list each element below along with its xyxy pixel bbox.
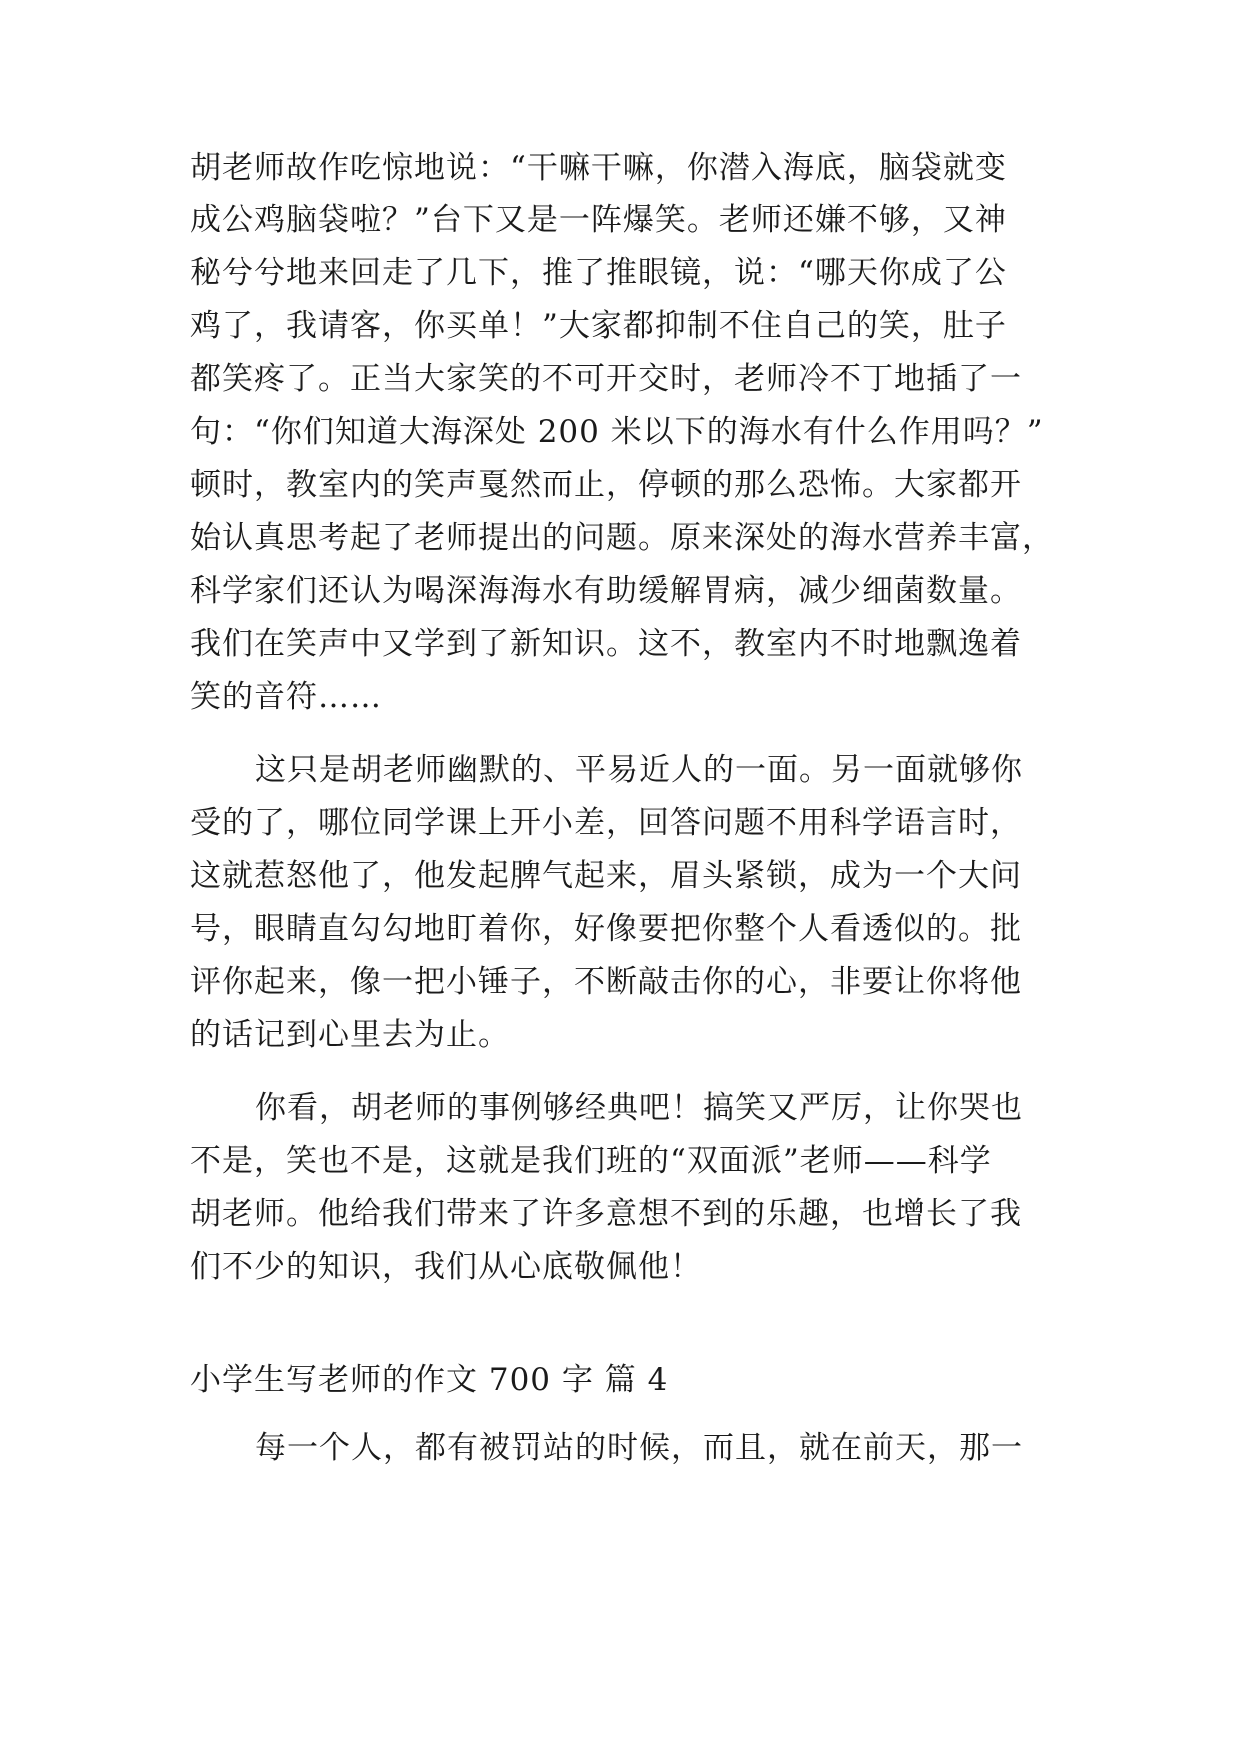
paragraph-2-line: 这就惹怒他了，他发起脾气起来，眉头紧锁，成为一个大问 <box>190 858 1022 894</box>
paragraph-2-line: 受的了，哪位同学课上开小差，回答问题不用科学语言时， <box>190 805 1022 841</box>
paragraph-3-line: 不是，笑也不是，这就是我们班的“双面派”老师——科学 <box>190 1143 992 1179</box>
paragraph-1-line: 科学家们还认为喝深海海水有助缓解胃病，减少细菌数量。 <box>190 573 1022 609</box>
paragraph-1-line: 胡老师故作吃惊地说：“干嘛干嘛，你潜入海底，脑袋就变 <box>190 150 1007 186</box>
paragraph-1-line: 句：“你们知道大海深处 200 米以下的海水有什么作用吗？” <box>190 414 1044 450</box>
paragraph-1-line: 始认真思考起了老师提出的问题。原来深处的海水营养丰富， <box>190 520 1054 556</box>
paragraph-1-line: 都笑疼了。正当大家笑的不可开交时，老师冷不丁地插了一 <box>190 361 1022 397</box>
paragraph-3-line: 你看，胡老师的事例够经典吧！搞笑又严厉，让你哭也 <box>255 1090 1023 1126</box>
paragraph-3-line: 们不少的知识，我们从心底敬佩他！ <box>190 1249 702 1285</box>
paragraph-1-line: 鸡了，我请客，你买单！”大家都抑制不住自己的笑，肚子 <box>190 308 1007 344</box>
paragraph-2-line: 这只是胡老师幽默的、平易近人的一面。另一面就够你 <box>255 752 1023 788</box>
paragraph-1-line: 顿时，教室内的笑声戛然而止，停顿的那么恐怖。大家都开 <box>190 467 1022 503</box>
paragraph-2-line: 号，眼睛直勾勾地盯着你，好像要把你整个人看透似的。批 <box>190 911 1022 947</box>
paragraph-2-line: 评你起来，像一把小锤子，不断敲击你的心，非要让你将他 <box>190 964 1022 1000</box>
paragraph-1-line: 我们在笑声中又学到了新知识。这不，教室内不时地飘逸着 <box>190 626 1022 662</box>
paragraph-1-line: 秘兮兮地来回走了几下，推了推眼镜，说：“哪天你成了公 <box>190 255 1007 291</box>
section-heading: 小学生写老师的作文 700 字 篇 4 <box>190 1362 669 1398</box>
paragraph-1-line: 成公鸡脑袋啦？”台下又是一阵爆笑。老师还嫌不够，又神 <box>190 202 1007 238</box>
paragraph-1-line: 笑的音符…… <box>190 679 382 715</box>
paragraph-3-line: 胡老师。他给我们带来了许多意想不到的乐趣，也增长了我 <box>190 1196 1022 1232</box>
paragraph-4-line: 每一个人，都有被罚站的时候，而且，就在前天，那一 <box>255 1430 1023 1466</box>
paragraph-2-line: 的话记到心里去为止。 <box>190 1017 510 1053</box>
